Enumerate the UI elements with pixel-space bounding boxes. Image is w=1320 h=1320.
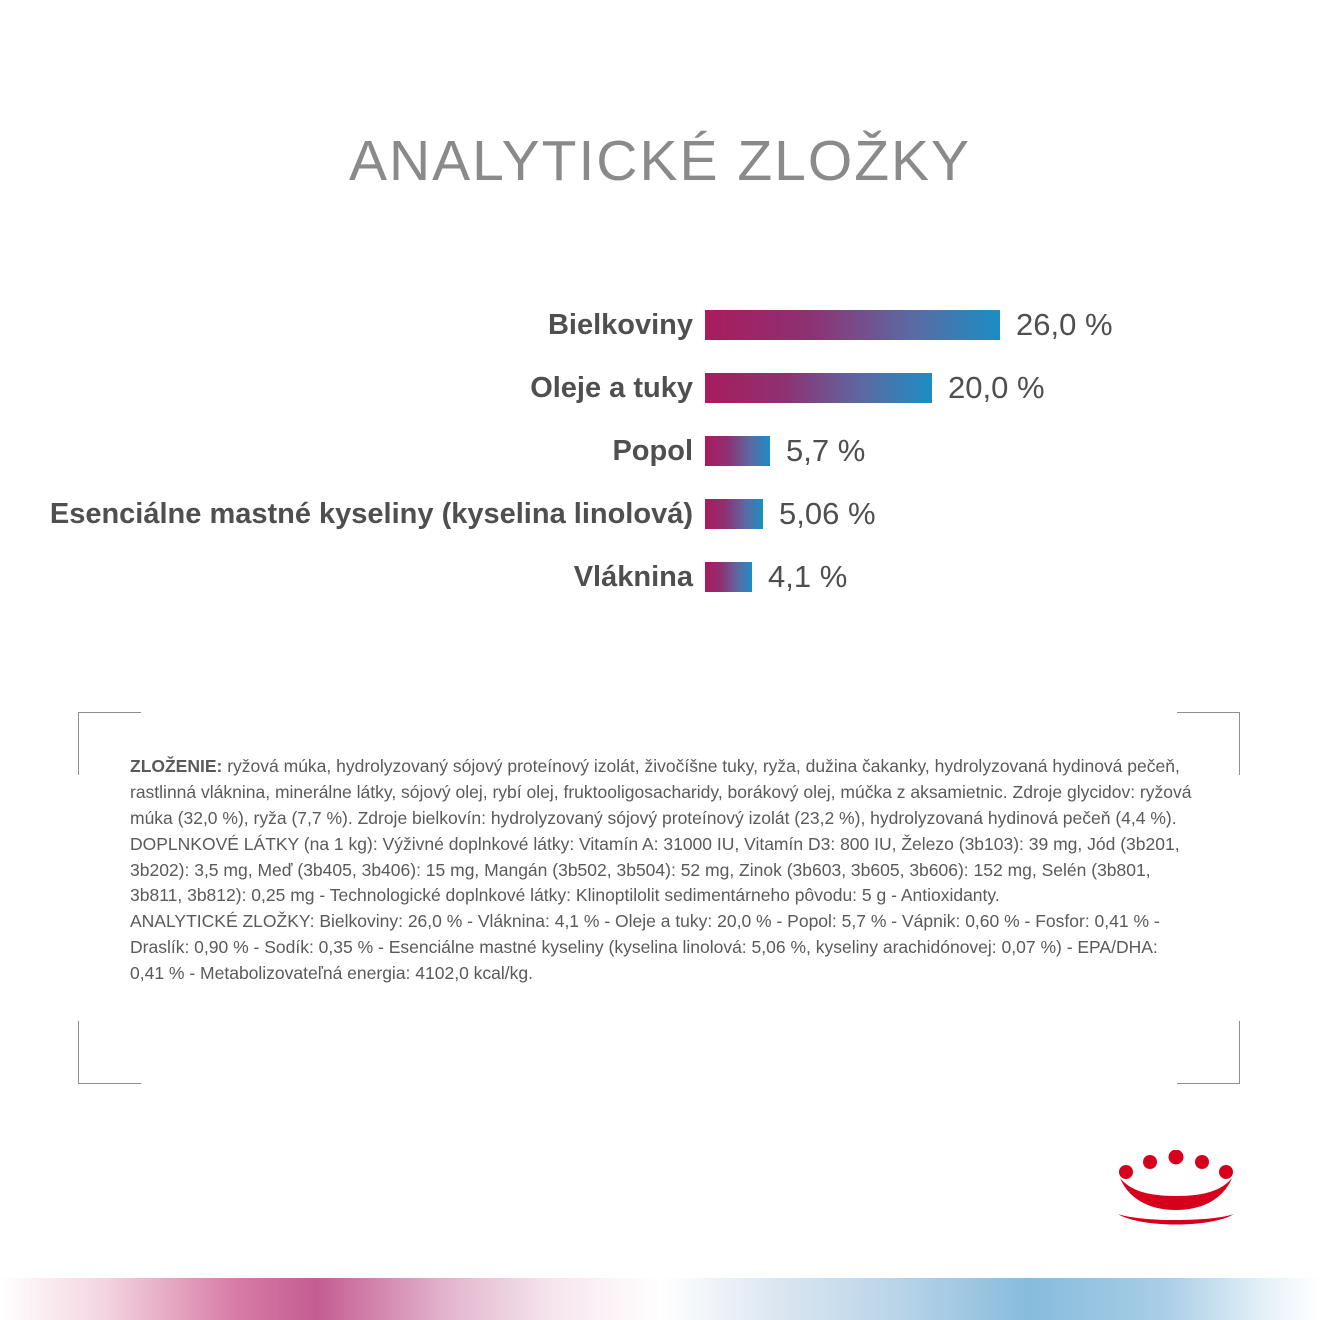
chart-bar [705,310,1000,340]
chart-row [0,548,1320,606]
royal-canin-crown-logo [1110,1150,1242,1228]
composition-lead-label: ZLOŽENIE: [130,756,223,776]
composition-paragraph-ingredients [130,754,1195,832]
chart-label: Esenciálne mastné kyseliny (kyselina linolová) [49,497,693,530]
chart-bar [705,373,932,403]
chart-value: 5,7 % [786,433,866,468]
chart-value: 4,1 % [768,559,848,594]
bar-wrap [705,496,876,532]
corner-bracket-bottom-left [78,1021,141,1084]
analytical-constituents-chart [0,296,1320,611]
bar-wrap [705,433,865,469]
bottom-gradient-strip [0,1278,1320,1320]
chart-label: Oleje a tuky [530,371,693,404]
chart-bar [705,436,770,466]
chart-label: Vláknina [573,560,693,593]
chart-value: 5,06 % [779,496,876,531]
page-title: ANALYTICKÉ ZLOŽKY [348,129,972,193]
corner-bracket-bottom-right [1177,1021,1240,1084]
composition-text [130,754,1195,987]
composition-box [78,712,1240,1084]
bar-wrap [705,559,847,595]
chart-bar [705,562,752,592]
chart-row [0,359,1320,417]
bar-wrap [705,370,1045,406]
chart-value: 26,0 % [1016,307,1113,342]
chart-row [0,485,1320,543]
chart-label: Popol [612,434,693,467]
bar-wrap [705,307,1113,343]
chart-label: Bielkoviny [547,308,693,341]
composition-paragraph-additives: DOPLNKOVÉ LÁTKY (na 1 kg): Výživné doplnkové látky: Vitamín A: 31000 IU, Vitamín D3: 800 IU, Železo (3b103): 39 mg, Jód (3b201, 3b202): 3,5 mg, Meď (3b405, 3b406): 15 mg, Mangán (3b502, 3b504): 52 mg, Zinok (3b603, 3b605, 3b606): 152 mg, Selén (3b801, 3b811, 3b812): 0,25 mg - Technologické doplnkové látky: Klinoptilolit sedimentárneho pôvodu: 5 g - Antioxidanty. [130,833,1180,906]
chart-bar [705,499,763,529]
chart-value: 20,0 % [948,370,1045,405]
composition-paragraph-analytical: ANALYTICKÉ ZLOŽKY: Bielkoviny: 26,0 % - Vláknina: 4,1 % - Oleje a tuky: 20,0 % - Popol: 5,7 % - Vápnik: 0,60 % - Fosfor: 0,41 % - Draslík: 0,90 % - Sodík: 0,35 % - Esenciálne mastné kyseliny (kyselina linolová: 5,06 %, kyseliny arachidónovej: 0,07 %) - EPA/DHA: 0,41 % - Metabolizovateľná energia: 4102,0 kcal/kg. [130,911,1160,984]
composition-ingredients: ryžová múka, hydrolyzovaný sójový proteínový izolát, živočíšne tuky, ryža, dužina čakanky, hydrolyzovaná hydinová pečeň, rastlinná vláknina, minerálne látky, sójový olej, rybí olej, fruktooligosacharidy, borákový olej, múčka z aksamietnic. Zdroje glycidov: ryžová múka (32,0 %), ryža (7,7 %). Zdroje bielkovín: hydrolyzovaný sójový proteínový izolát (23,2 %), hydrolyzovaná hydinová pečeň (4,4 %). [130,756,1192,828]
chart-row [0,422,1320,480]
chart-row [0,296,1320,354]
